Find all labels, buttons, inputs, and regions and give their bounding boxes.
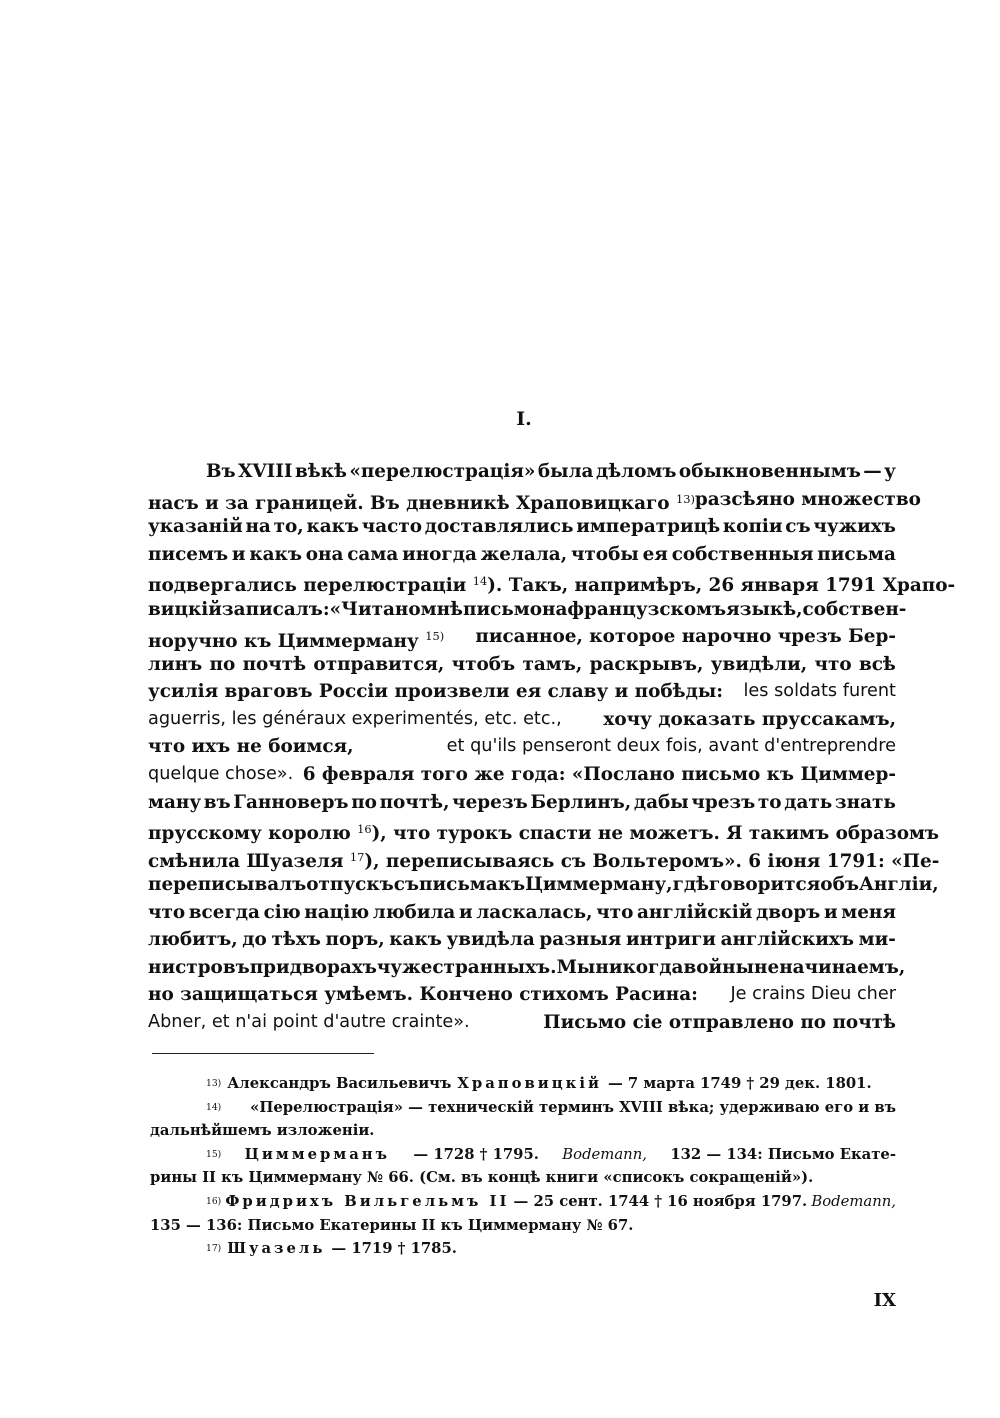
word: какъ [306,516,360,538]
word: французскомъ [567,598,727,620]
word: записалъ: [221,598,330,620]
text-line [148,596,907,624]
word: на [542,598,568,620]
footnote-ref: 17 [349,849,365,864]
text-line [148,458,896,486]
footnote-ref: 16 [357,822,372,837]
word: обыкновеннымъ [678,461,861,482]
word: то, [273,516,304,538]
word: ману [148,791,202,813]
word: собствен- [802,598,907,620]
footnote-ref: 13) [675,491,695,506]
word: копіи [722,516,783,538]
chapter-heading: I. [516,408,532,430]
word: и [823,901,838,923]
text-line [148,871,939,899]
word: отправится, [313,653,445,675]
word: почтѣ, [379,791,450,813]
text-line: смѣнила Шуазеля $^{17}$), переписываясь съ Вольтеромъ». 6 іюня 1791: «Пе- [148,849,940,872]
word: указаній [148,516,243,538]
word: почтѣ [242,653,307,675]
text-line: прусскому королю $^{16}$), что турокъ спасти не можетъ. Я такимъ образомъ [148,822,940,845]
word: вѣкѣ [294,461,347,482]
word: иногда [402,543,477,565]
word: увидѣла [446,929,535,951]
text-line: но защищаться умѣемъ. Кончено стихомъ Расина: Je crains Dieu cher [148,984,896,1006]
footnote-14: 14) «Перелюстрація» — техническій терминъ XVIII вѣка; удерживаю его и въ [206,1098,896,1116]
footnote-17: 17) Шуазель — 1719 † 1785. [206,1240,457,1258]
word: сама [347,543,399,565]
word: чтобъ [451,653,516,675]
word: интриги [626,929,716,951]
word: какъ [389,929,442,951]
footnote-ref: 15) [425,629,445,644]
word: то [757,791,782,813]
word: англійскій [637,901,753,923]
text-line: что ихъ не боимся, et qu'ils penseront deux fois, avant d'entreprendre [148,736,896,758]
word: что [814,653,852,675]
word: дать [784,791,833,813]
text-line: подвергались перелюстраціи $^{14}$). Такъ, напримѣръ, 26 января 1791 Храпо- [148,574,956,597]
word: Берлинъ, [530,791,632,813]
word: раскрывъ, [589,653,704,675]
word: разныя [539,929,622,951]
word: всѣ [858,653,896,675]
word: «Читано [329,598,421,620]
word: къ [497,874,526,896]
word: — [863,461,882,482]
word: отпускъ [306,874,394,896]
word: переписывалъ [148,874,307,896]
word: никогда [595,956,684,978]
word: гдѣ [672,874,710,896]
word: была [537,461,594,482]
word: желала, [480,543,568,565]
word: съ [785,516,811,538]
word: у [884,461,896,482]
word: не [754,956,780,978]
word: объ [820,874,859,896]
text-line [148,651,896,679]
word: сію [263,901,301,923]
word: чужихъ [813,516,896,538]
word: доставлялись [424,516,574,538]
word: дабы [633,791,689,813]
text-line [148,789,896,817]
text-line: aguerris, les généraux experimentés, etc. etc., хочу доказать пруссакамъ, [148,708,896,730]
word: дѣломъ [595,461,677,482]
word: какъ [249,543,302,565]
text-line: норучно къ Циммерману $^{15)}$ писанное, которое нарочно чрезъ Бер- [148,626,896,652]
text-line [148,954,906,982]
word: любитъ, [148,929,238,951]
word: дворахъ [289,956,377,978]
word: Англіи, [858,874,939,896]
word: знать [834,791,896,813]
footnote-14-continued: дальнѣйшемъ изложеніи. [150,1122,375,1140]
word: тѣхъ [271,929,321,951]
word: Ганноверъ [233,791,349,813]
word: Въ [206,461,236,482]
word: писемъ [148,543,229,565]
word: Мы [556,956,596,978]
word: она [305,543,344,565]
footnote-15: 15) Циммерманъ — 1728 † 1795. Bodemann, 132 — 134: Письмо Екате- [206,1145,896,1163]
word: чтобы [570,543,639,565]
word: тамъ, [522,653,583,675]
word: Циммерману, [525,874,673,896]
word: до [242,929,267,951]
text-line: насъ и за границей. Въ дневникѣ Храповицкаго $^{13)}$ разсѣяно множество [148,488,921,514]
word: и [231,543,246,565]
text-line [148,899,896,927]
word: что [148,901,186,923]
body-paragraph [148,458,956,1036]
text-line [148,541,896,569]
word: націю [304,901,370,923]
page-number: IX [873,1290,896,1311]
text-line: quelque chose». 6 февраля того же года: «Послано письмо къ Циммер- [148,764,896,786]
word: увидѣли, [710,653,808,675]
footnote-13: 13) Александръ Васильевичъ Храповицкій — 7 марта 1749 † 29 дек. 1801. [206,1075,872,1092]
word: вицкій [148,598,222,620]
word: ми- [858,929,896,951]
word: на [245,516,271,538]
word: собственныя [671,543,814,565]
word: поръ, [325,929,385,951]
word: нистровъ [148,956,250,978]
word: дворъ [756,901,821,923]
word: «перелюстрація» [349,461,536,482]
word: что [596,901,634,923]
word: по [351,791,377,813]
word: при [249,956,290,978]
word: линъ [148,653,203,675]
word: черезъ [452,791,528,813]
word: письма [419,874,498,896]
word: англійскихъ [720,929,855,951]
footnote-divider [152,1053,374,1054]
word: и [459,901,473,923]
word: чужестранныхъ. [376,956,557,978]
word: любила [372,901,456,923]
word: XVIII [238,461,293,482]
text-line [148,513,896,541]
word: въ [203,791,231,813]
word: съ [393,874,420,896]
word: письма [817,543,896,565]
footnote-16-continued: 135 — 136: Письмо Екатерины II къ Циммерману № 67. [150,1216,634,1234]
word: мнѣ [420,598,463,620]
footnote-15-continued: рины II къ Циммерману № 66. (См. въ концѣ книги «списокъ сокращеній»). [150,1169,814,1187]
word: всегда [188,901,260,923]
text-line: Abner, et n'ai point d'autre crainte». Письмо сіе отправлено по почтѣ [148,1011,896,1033]
word: языкѣ, [726,598,803,620]
word: говорится [709,874,821,896]
word: письмо [463,598,543,620]
word: ея [642,543,668,565]
word: по [209,653,236,675]
word: войны [683,956,755,978]
footnote-16: 16) Фридрихъ Вильгельмъ II — 25 сент. 1744 † 16 ноября 1797. Bodemann, [206,1192,896,1210]
text-line [148,926,896,954]
footnote-ref: 14 [472,574,488,589]
word: чрезъ [691,791,756,813]
word: ласкалась, [476,901,593,923]
text-line: усилія враговъ Россіи произвели ея славу и побѣды: les soldats furent [148,681,896,703]
word: часто [361,516,423,538]
word: начинаемъ, [779,956,906,978]
footnotes [150,1072,896,1261]
word: императрицѣ [576,516,721,538]
word: меня [841,901,896,923]
